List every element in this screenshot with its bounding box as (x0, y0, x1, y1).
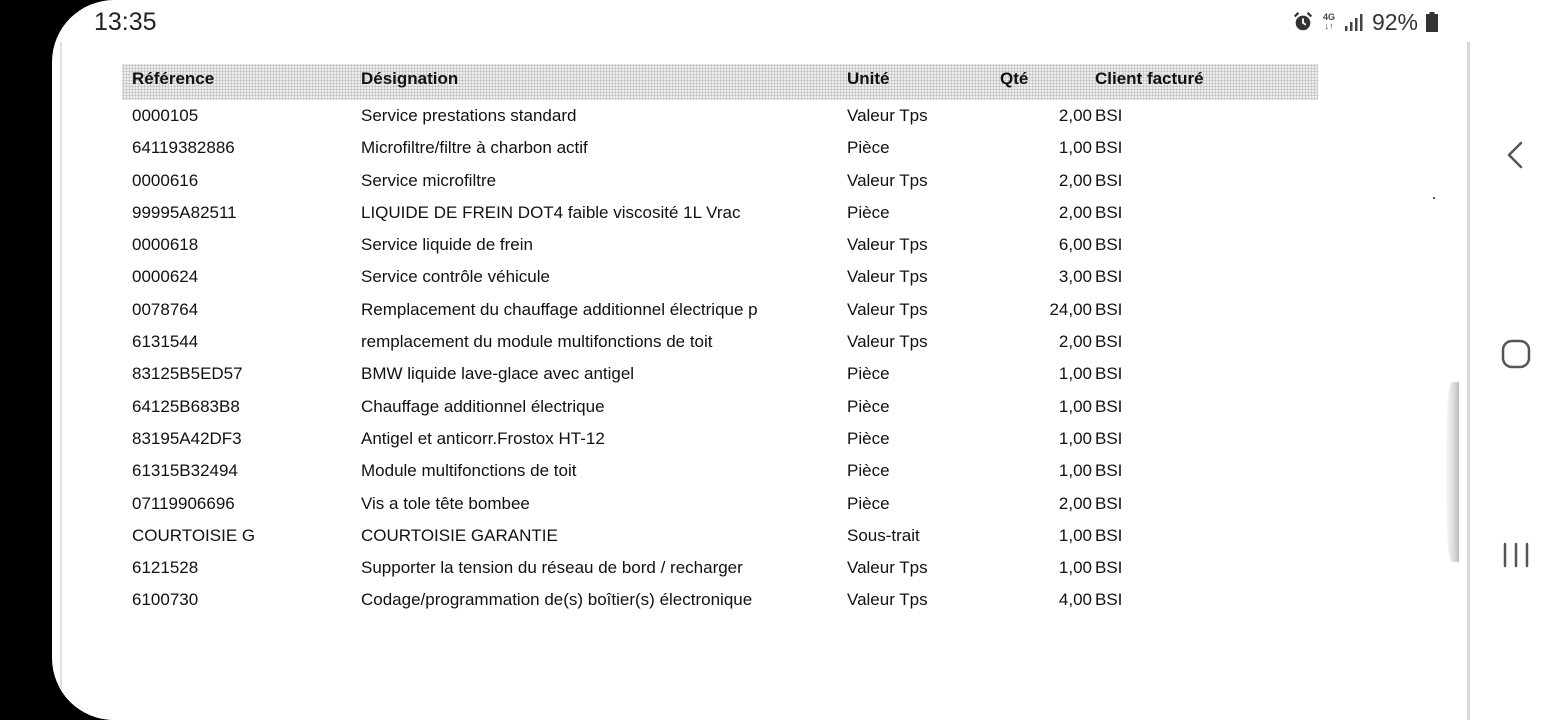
cell-reference: 61315B32494 (132, 461, 238, 481)
network-type: 4G (1322, 12, 1335, 22)
cell-designation: remplacement du module multifonctions de toit (361, 332, 713, 352)
cell-unit: Pièce (847, 493, 890, 513)
table-row (122, 261, 1322, 293)
cell-qty: 24,00 (1049, 299, 1092, 319)
cell-reference: 6131544 (132, 332, 199, 352)
cell-designation: BMW liquide lave-glace avec antigel (361, 364, 635, 384)
cell-client: BSI (1095, 267, 1123, 287)
network-4g-icon: 4G ↓↑ (1322, 12, 1335, 31)
cell-unit: Pièce (847, 396, 890, 416)
cell-client: BSI (1095, 590, 1123, 610)
cell-client: BSI (1095, 428, 1123, 448)
cell-unit: Pièce (847, 202, 890, 222)
cell-qty: 1,00 (1058, 461, 1092, 481)
cell-reference: 0000618 (132, 235, 199, 255)
document-viewer[interactable] (60, 42, 1473, 720)
cell-client: BSI (1095, 106, 1123, 125)
cell-designation: Supporter la tension du réseau de bord / recharger (361, 558, 743, 578)
recent-apps-button[interactable] (1496, 536, 1536, 576)
cell-qty: 1,00 (1058, 138, 1092, 158)
cell-unit: Valeur Tps (847, 558, 928, 578)
cell-qty: 2,00 (1058, 493, 1092, 513)
cell-reference: 83195A42DF3 (132, 428, 242, 448)
header-reference: Référence (132, 69, 215, 88)
cell-reference: 0000624 (132, 267, 199, 287)
cell-client: BSI (1095, 493, 1123, 513)
cell-designation: COURTOISIE GARANTIE (361, 525, 558, 545)
home-button[interactable] (1496, 334, 1536, 374)
table-row (122, 294, 1322, 326)
cell-unit: Pièce (847, 138, 890, 158)
cell-unit: Valeur Tps (847, 332, 928, 352)
table-row (122, 100, 1322, 132)
cell-unit: Valeur Tps (847, 299, 928, 319)
table-row (122, 229, 1322, 261)
cell-designation: Service contrôle véhicule (361, 267, 550, 287)
header-client: Client facturé (1095, 69, 1204, 88)
cell-reference: 6121528 (132, 558, 199, 578)
table-row (122, 584, 1322, 616)
signal-icon (1344, 13, 1364, 31)
header-unit: Unité (847, 69, 890, 88)
table-row (122, 165, 1322, 197)
cell-qty: 1,00 (1058, 525, 1092, 545)
table-row (122, 488, 1322, 520)
table-row (122, 326, 1322, 358)
cell-unit: Valeur Tps (847, 170, 928, 190)
table-row (122, 391, 1322, 423)
cell-designation: Codage/programmation de(s) boîtier(s) électronique (361, 590, 753, 610)
cell-client: BSI (1095, 170, 1123, 190)
cell-unit: Valeur Tps (847, 106, 928, 125)
cell-qty: 2,00 (1058, 202, 1092, 222)
status-time: 13:35 (94, 8, 157, 36)
cell-reference: 83125B5ED57 (132, 364, 243, 384)
table-row (122, 455, 1322, 487)
header-qty: Qté (1000, 69, 1029, 88)
cell-client: BSI (1095, 235, 1123, 255)
alarm-icon (1292, 11, 1314, 33)
scan-speck (1433, 197, 1435, 199)
cell-reference: 07119906696 (132, 493, 235, 513)
cell-designation: Microfiltre/filtre à charbon actif (361, 138, 588, 158)
cell-reference: 64125B683B8 (132, 396, 240, 416)
table-row (122, 132, 1322, 164)
invoice-table (122, 64, 1322, 617)
cell-qty: 2,00 (1058, 332, 1092, 352)
cell-qty: 6,00 (1058, 235, 1092, 255)
cell-unit: Valeur Tps (847, 235, 928, 255)
phone-screen (52, 0, 1560, 720)
header-designation: Désignation (361, 69, 459, 88)
cell-reference: 6100730 (132, 590, 199, 610)
cell-client: BSI (1095, 525, 1123, 545)
scan-artifact (1445, 382, 1459, 562)
table-row (122, 423, 1322, 455)
cell-client: BSI (1095, 202, 1123, 222)
table-row (122, 552, 1322, 584)
cell-designation: Module multifonctions de toit (361, 461, 577, 481)
cell-client: BSI (1095, 138, 1123, 158)
table-row (122, 197, 1322, 229)
cell-designation: Vis a tole tête bombee (361, 493, 530, 513)
cell-designation: Antigel et anticorr.Frostox HT-12 (361, 428, 605, 448)
table-body (122, 100, 1322, 617)
cell-qty: 1,00 (1058, 396, 1092, 416)
cell-designation: Service prestations standard (361, 106, 577, 125)
cell-qty: 2,00 (1058, 170, 1092, 190)
cell-reference: 0000616 (132, 170, 199, 190)
cell-reference: 64119382886 (132, 138, 235, 158)
cell-qty: 3,00 (1058, 267, 1092, 287)
back-button[interactable] (1496, 135, 1536, 175)
cell-unit: Pièce (847, 364, 890, 384)
cell-designation: Chauffage additionnel électrique (361, 396, 605, 416)
battery-percentage: 92% (1371, 8, 1418, 35)
status-icons (1292, 8, 1438, 36)
battery-icon (1426, 12, 1438, 32)
cell-unit: Sous-trait (847, 525, 920, 545)
cell-client: BSI (1095, 558, 1123, 578)
cell-client: BSI (1095, 461, 1123, 481)
cell-unit: Pièce (847, 461, 890, 481)
cell-qty: 4,00 (1058, 590, 1092, 610)
cell-client: BSI (1095, 332, 1123, 352)
table-header (122, 64, 1318, 100)
table-row (122, 520, 1322, 552)
cell-qty: 1,00 (1058, 558, 1092, 578)
cell-designation: LIQUIDE DE FREIN DOT4 faible viscosité 1L Vrac (361, 202, 741, 222)
cell-reference: 99995A82511 (132, 202, 237, 222)
cell-unit: Valeur Tps (847, 590, 928, 610)
home-icon (1496, 334, 1536, 374)
table-row (122, 358, 1322, 390)
cell-client: BSI (1095, 299, 1123, 319)
cell-reference: 0000105 (132, 106, 199, 125)
navigation-bar (1470, 42, 1560, 720)
back-icon (1496, 135, 1536, 175)
cell-designation: Service microfiltre (361, 170, 497, 190)
cell-qty: 1,00 (1058, 428, 1092, 448)
cell-reference: COURTOISIE G (132, 525, 256, 545)
cell-qty: 2,00 (1058, 106, 1092, 125)
cell-qty: 1,00 (1058, 364, 1092, 384)
cell-client: BSI (1095, 396, 1123, 416)
cell-unit: Valeur Tps (847, 267, 928, 287)
cell-reference: 0078764 (132, 299, 199, 319)
cell-designation: Remplacement du chauffage additionnel électrique p (361, 299, 758, 319)
cell-designation: Service liquide de frein (361, 235, 533, 255)
cell-unit: Pièce (847, 428, 890, 448)
recent-apps-icon (1496, 536, 1536, 576)
cell-client: BSI (1095, 364, 1123, 384)
